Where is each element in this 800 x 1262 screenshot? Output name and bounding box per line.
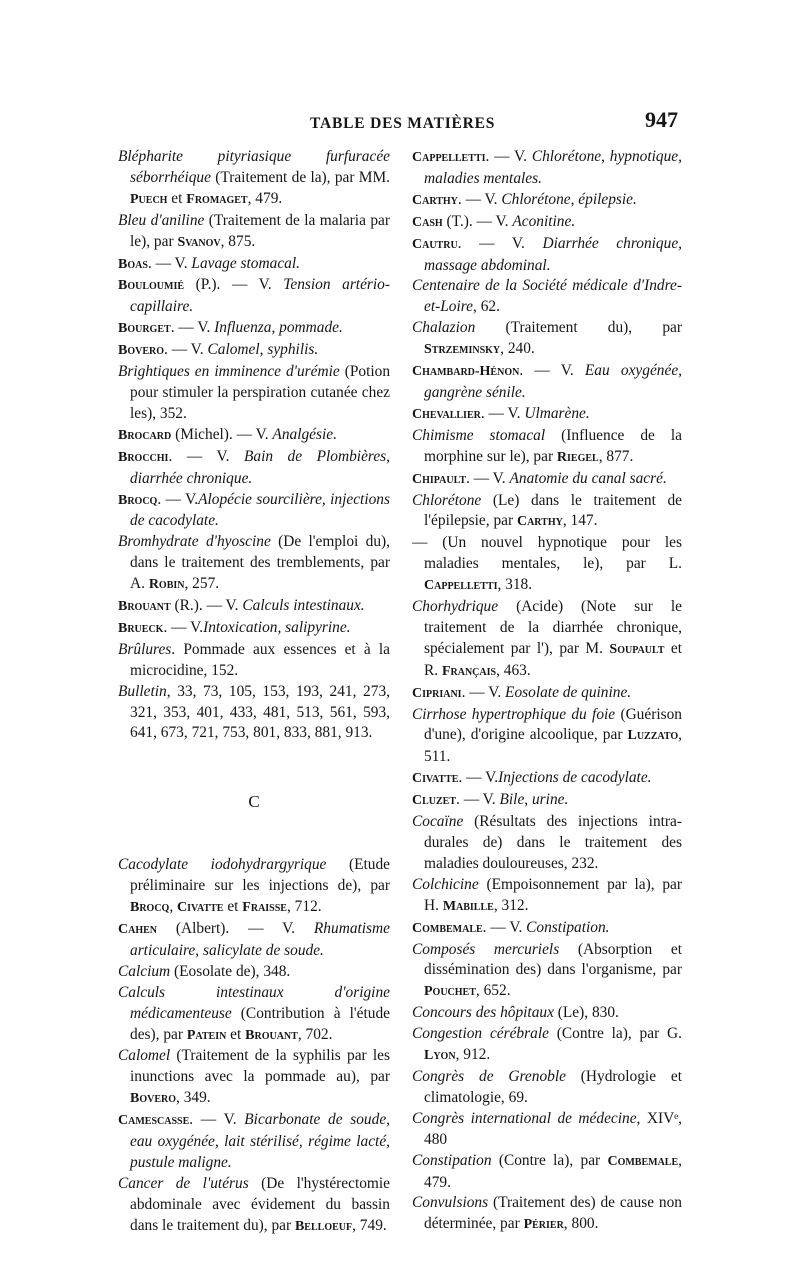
index-entry — [118, 254, 390, 276]
entry-term: Calomel, syphilis. — [207, 341, 319, 359]
index-entry — [118, 1046, 390, 1110]
entry-term: Congrès de Grenoble — [412, 1067, 566, 1085]
entry-term: Composés mercuriels — [412, 940, 560, 958]
entry-name: Bourget — [118, 321, 171, 337]
entry-text: , — [169, 898, 178, 916]
index-entry — [412, 469, 682, 491]
index-entry — [118, 318, 390, 340]
index-entry — [412, 1024, 682, 1067]
entry-text: (Le) dans le traitement de l'épilepsie, par — [424, 491, 682, 530]
entry-text: , 62. — [473, 298, 500, 316]
left-entries-c — [118, 855, 390, 1237]
entry-name: Brouant — [245, 1027, 298, 1043]
entry-text: . — V. — [466, 469, 510, 487]
left-column — [118, 147, 390, 1238]
entry-term: Centenaire de la Société médicale d'Indre-et-Loire — [412, 277, 682, 316]
page-header — [118, 107, 678, 137]
entry-text: . Pommade aux essences et à la microcidine, 152. — [130, 640, 390, 679]
index-entry — [412, 234, 682, 277]
entry-text: . — V. — [457, 234, 543, 252]
section-letter: C — [248, 792, 260, 812]
entry-text: . — V. — [457, 190, 502, 208]
index-entry — [412, 533, 682, 597]
entry-term: Alopécie sourcilière, injections de cacodylate. — [130, 490, 390, 530]
index-entry — [412, 426, 682, 469]
entry-name: Bouloumié — [118, 278, 185, 294]
entry-text: (P.). — V. — [184, 276, 284, 294]
entry-term: Lavage stomacal. — [191, 254, 300, 272]
index-entry — [118, 919, 390, 962]
entry-name: Carthy — [412, 192, 458, 208]
entry-text: , 652. — [475, 982, 511, 1000]
entry-name: Brouant — [118, 599, 171, 615]
entry-name: Boas — [118, 256, 148, 272]
entry-text: , 800. — [563, 1215, 599, 1233]
entry-name: Fromaget — [186, 191, 248, 207]
entry-name: Brocq — [118, 492, 158, 508]
index-entry — [118, 211, 390, 254]
entry-name: Pouchet — [424, 984, 476, 1000]
index-entry — [412, 1193, 682, 1236]
entry-term: Chalazion — [412, 319, 476, 337]
index-entry — [412, 768, 682, 790]
entry-term: Congestion cérébrale — [412, 1025, 549, 1043]
entry-term: Diarrhée chronique, massage abdominal. — [424, 234, 682, 274]
entry-term: Rhumatisme articulaire, salicylate de soude. — [130, 920, 390, 959]
entry-text: (T.). — V. — [442, 212, 513, 230]
entry-text: , 749. — [352, 1216, 387, 1234]
entry-term: Bicarbonate de soude, eau oxygénée, lait stérilisé, régime lacté, pustule maligne. — [130, 1111, 391, 1171]
entry-term: Brûlures — [118, 640, 172, 658]
entry-term: Aconitine. — [512, 212, 576, 230]
index-entry — [118, 640, 390, 682]
entry-name: Soupault — [609, 641, 665, 657]
entry-text: (Traitement de la), par MM. — [210, 168, 390, 186]
entry-name: Belloeuf — [294, 1218, 353, 1234]
index-entry — [118, 596, 390, 618]
entry-term: Convulsions — [412, 1194, 489, 1212]
entry-name: Lyon — [424, 1048, 456, 1064]
entry-term: Chlorétone — [412, 491, 482, 509]
entry-term: Chlorétone, épilepsie. — [501, 190, 637, 208]
entry-text: et — [223, 898, 243, 916]
entry-term: Ulmarène. — [524, 404, 590, 422]
index-entry — [412, 276, 682, 318]
entry-text: (Etude préliminaire sur les injections de), par — [130, 856, 391, 895]
entry-term: Cancer de l'utérus — [118, 1174, 249, 1192]
entry-name: Patein — [186, 1027, 227, 1043]
index-entry — [412, 705, 682, 769]
entry-text: (Absorption et dissémination des) dans l'organisme, par — [424, 940, 682, 979]
entry-text: , 147. — [562, 512, 598, 530]
entry-name: Robin — [148, 577, 185, 593]
index-entry — [118, 682, 390, 745]
index-entry — [412, 190, 682, 212]
entry-text: , 463. — [496, 661, 531, 679]
entry-name: Bovero — [130, 1091, 177, 1107]
entry-text: — (Un nouvel hypnotique pour les maladies mentales, le), par L. — [412, 534, 682, 573]
entry-name: Carthy — [516, 514, 563, 530]
entry-name: Fraisse — [242, 900, 287, 916]
entry-term: Anatomie du canal sacré. — [509, 469, 667, 487]
entry-name: Strzeminsky — [424, 342, 501, 358]
entry-name: Chambard-Hénon — [412, 364, 520, 380]
entry-term: Constipation — [412, 1151, 492, 1169]
entry-name: Combemale — [607, 1153, 679, 1169]
entry-text: , 877. — [598, 447, 634, 465]
index-entry — [412, 491, 682, 534]
entry-name: Cipriani — [412, 685, 462, 701]
entry-text: (Hydrologie et climatologie, 69. — [424, 1067, 682, 1106]
entry-text: , 257. — [184, 575, 220, 593]
entry-term: Intoxication, salipyrine. — [203, 618, 351, 636]
entry-name: Cluzet — [412, 793, 457, 809]
index-entry — [118, 425, 390, 447]
entry-text: et — [226, 1025, 246, 1043]
entry-text: (Traitement de la syphilis par les inunctions avec la pommade au), par — [130, 1047, 390, 1086]
entry-text: . — V. — [164, 341, 208, 359]
entry-text: . — V. — [157, 490, 199, 508]
entry-text: . — V. — [480, 404, 525, 422]
entry-text: (Contribution à l'étude des), par — [130, 1004, 390, 1043]
entry-name: Chevallier — [412, 406, 481, 422]
entry-name: Civatte — [177, 900, 224, 916]
entry-text: , 511. — [424, 726, 682, 766]
index-entry — [412, 1067, 682, 1109]
entry-text: , 312. — [493, 896, 529, 914]
entry-text: (Albert). — V. — [157, 920, 314, 937]
index-entry — [412, 683, 682, 705]
entry-text: . — V. — [189, 1111, 245, 1129]
entry-text: . — V. — [485, 148, 532, 165]
entry-term: Cacodylate iodohydrargyrique — [118, 856, 327, 874]
entry-text: . — V. — [482, 918, 527, 936]
entry-text: (Eosolate de), 348. — [170, 962, 291, 980]
entry-text: (De l'hystérectomie abdominale avec évidement du bassin dans le traitement du), par — [130, 1174, 390, 1234]
entry-text: (Empoisonnement par la), par H. — [424, 875, 682, 914]
entry-term: Injections de cacodylate. — [498, 769, 652, 787]
entry-text: (Potion pour stimuler la perspiration cutanée chez les), 352. — [130, 363, 391, 422]
entry-text: , 318. — [497, 576, 533, 594]
entry-text: , 702. — [297, 1025, 333, 1043]
entry-term: Chorhydrique — [412, 598, 499, 616]
entry-text: . — V. — [168, 447, 244, 465]
entry-term: Cocaïne — [412, 813, 464, 831]
entry-text: (Acide) (Note sur le traitement de la diarrhée chronique, spécialement par l'), par M. — [424, 598, 682, 657]
right-entries — [412, 147, 682, 1236]
entry-term: Congrès international de médecine, — [412, 1109, 641, 1127]
entry-text: et R. — [424, 639, 682, 679]
entry-text: XIVᵉ, 480 — [424, 1109, 682, 1148]
index-entry — [412, 812, 682, 875]
index-entry — [118, 147, 390, 211]
entry-text: , 479. — [247, 189, 283, 207]
entry-term: Calculs intestinaux. — [242, 597, 365, 615]
index-entry — [412, 404, 682, 426]
entry-text: (Résultats des injections intra-durales de) dans le traitement des maladies douloureuses, 232. — [424, 813, 682, 872]
entry-text: . — V. — [461, 683, 506, 701]
entry-term: Calculs intestinaux d'origine médicamenteuse — [118, 983, 390, 1022]
index-entry — [412, 918, 682, 940]
entry-term: Calomel — [118, 1047, 171, 1065]
entry-name: Brocq — [130, 900, 170, 916]
entry-text: , 349. — [176, 1089, 211, 1107]
index-entry — [412, 940, 682, 1004]
entry-name: Riegel — [556, 449, 599, 465]
entry-name: Brocchi — [118, 449, 169, 465]
entry-term: Brightiques en imminence d'urémie — [118, 363, 340, 381]
entry-text: (Traitement de la malaria par le), par — [130, 211, 390, 250]
entry-text: , 712. — [286, 898, 322, 916]
entry-text: (Le), 830. — [553, 1004, 619, 1022]
entry-term: Analgésie. — [272, 425, 337, 443]
index-entry — [118, 532, 390, 596]
entry-name: Camescasse — [118, 1113, 190, 1129]
index-entry — [412, 212, 682, 234]
index-entry — [412, 147, 682, 190]
index-entry — [412, 318, 682, 361]
entry-term: Tension artério-capillaire. — [130, 276, 391, 316]
entry-text: . — V. — [147, 254, 192, 272]
page-number: 947 — [645, 107, 678, 132]
entry-name: Cash — [412, 214, 443, 230]
entry-text: (Michel). — V. — [171, 425, 273, 443]
entry-name: Cappelletti — [412, 150, 486, 165]
entry-term: Eau oxygénée, gangrène sénile. — [424, 362, 682, 401]
left-entries-b — [118, 147, 390, 744]
index-entry — [118, 340, 390, 362]
entry-text: , 912. — [455, 1046, 491, 1064]
entry-text: et — [167, 189, 187, 207]
entry-name: Bovero — [118, 343, 165, 359]
entry-term: Concours des hôpitaux — [412, 1004, 554, 1022]
entry-text: . — V. — [519, 362, 585, 380]
entry-text: , 33, 73, 105, 153, 193, 241, 273, 321, 353, 401, 433, 481, 513, 561, 593, 641, 673, 721, 753, 801, 833, 881, 913. — [130, 682, 390, 742]
entry-name: Luzzato — [627, 728, 679, 744]
entry-term: Eosolate de quinine. — [505, 683, 632, 701]
entry-term: Colchicine — [412, 875, 479, 893]
entry-text: , 479. — [424, 1151, 682, 1191]
entry-name: Périer — [523, 1217, 564, 1233]
entry-name: Svanov — [177, 234, 221, 250]
entry-text: , 240. — [500, 340, 535, 358]
entry-text: (Contre la), par — [491, 1151, 608, 1169]
index-entry — [118, 275, 391, 318]
index-entry — [118, 1174, 390, 1238]
entry-text: , 875. — [220, 232, 256, 250]
index-entry — [118, 618, 390, 640]
entry-term: Chimisme stomacal — [412, 426, 546, 444]
index-entry — [118, 490, 390, 533]
entry-term: Cirrhose hypertrophique du foie — [412, 705, 616, 723]
entry-text: (Guérison d'une), d'origine alcoolique, par — [424, 705, 682, 744]
entry-term: Constipation. — [526, 918, 610, 936]
index-entry — [412, 1151, 682, 1194]
entry-name: Puech — [130, 191, 168, 207]
index-entry — [118, 362, 391, 425]
entry-name: Chipault — [412, 471, 467, 487]
entry-name: Combemale — [412, 920, 483, 936]
index-entry — [118, 447, 390, 490]
index-entry — [118, 962, 390, 983]
entry-term: Influenza, pommade. — [214, 319, 343, 337]
entry-name: Cahen — [118, 922, 158, 937]
entry-term: Bulletin — [118, 682, 167, 700]
entry-text: (Traitement des) de cause non déterminée, par — [424, 1194, 682, 1233]
entry-name: Civatte — [412, 771, 459, 787]
entry-name: Cappelletti — [424, 578, 498, 594]
entry-text: . — V. — [170, 319, 215, 337]
index-entry — [412, 597, 682, 683]
index-entry — [118, 855, 391, 919]
entry-text: . — V. — [163, 618, 204, 636]
index-entry — [412, 1003, 682, 1024]
index-entry — [412, 875, 682, 918]
index-entry — [412, 1109, 682, 1151]
entry-name: Mabille — [442, 898, 494, 914]
right-column — [412, 147, 682, 1236]
entry-name: Français — [441, 663, 497, 679]
index-entry — [118, 1110, 391, 1174]
entry-text: . — V. — [458, 769, 499, 787]
entry-term: Blépharite pityriasique furfuracée séborrhéique — [118, 148, 390, 186]
entry-text: (Influence de la morphine sur le), par — [424, 426, 682, 465]
running-title: TABLE DES MATIÈRES — [310, 115, 496, 132]
entry-name: Brueck — [118, 620, 164, 636]
entry-term: Bleu d'aniline — [118, 211, 205, 229]
entry-text: (R.). — V. — [170, 597, 243, 615]
entry-term: Calcium — [118, 962, 171, 980]
index-entry — [412, 790, 682, 812]
entry-text: . — V. — [456, 791, 500, 809]
entry-name: Brocard — [118, 427, 172, 443]
entry-term: Bromhydrate d'hyoscine — [118, 533, 271, 551]
entry-text: (Traitement du), par — [475, 319, 682, 337]
index-entry — [412, 361, 682, 404]
entry-term: Bile, urine. — [499, 791, 569, 809]
index-entry — [118, 983, 390, 1047]
entry-term: Chlorétone, hypnotique, maladies mentales. — [424, 148, 682, 187]
entry-text: (De l'emploi du), dans le traitement des tremblements, par A. — [130, 533, 390, 593]
entry-term: Bain de Plombières, diarrhée chronique. — [130, 447, 390, 487]
entry-text: (Contre la), par G. — [548, 1025, 682, 1043]
entry-name: Cautru — [412, 236, 458, 252]
